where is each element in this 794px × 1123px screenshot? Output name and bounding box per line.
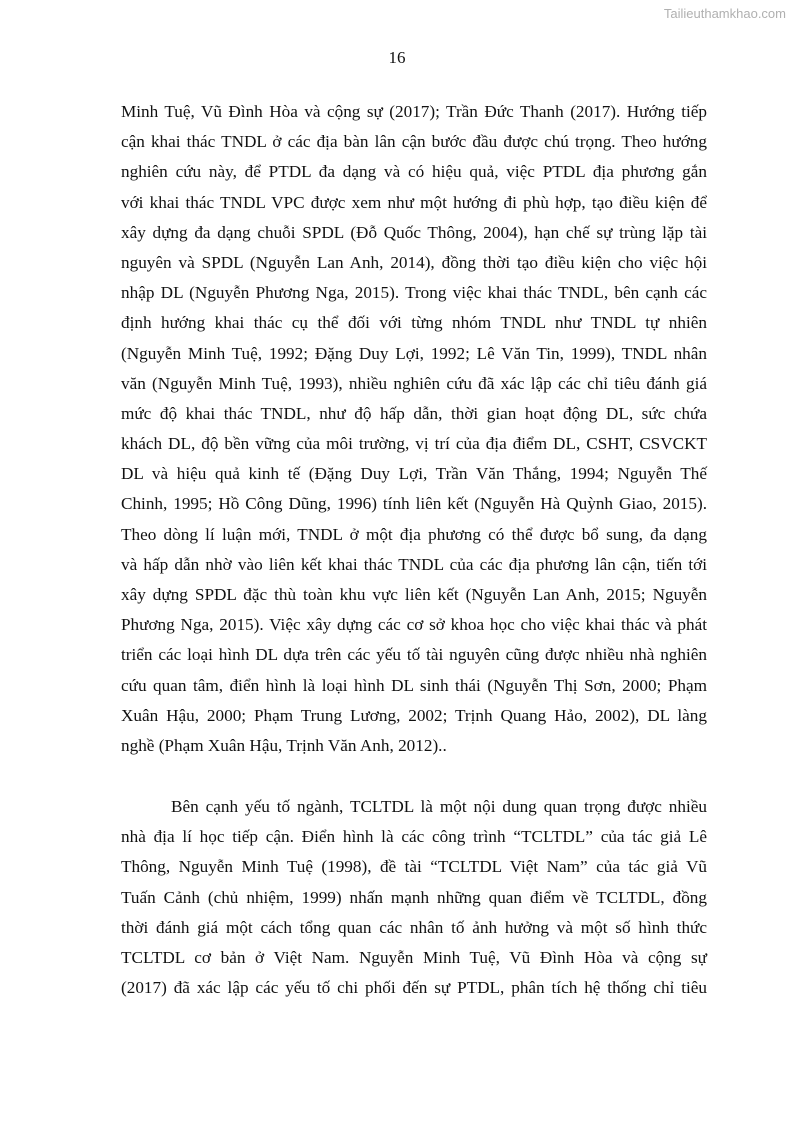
watermark: Tailieuthamkhao.com [663,6,786,21]
text-line: Minh Tuệ, Vũ Đình Hòa và cộng sự (2017); Trần Đức Thanh (2017). Hướng tiếp [121,102,707,121]
text-line: nghiên cứu này, để PTDL đa dạng và có hiệu quả, việc PTDL địa phương gắn [121,162,707,182]
text-line: Theo dòng lí luận mới, TNDL ở một địa phương có thể được bổ sung, đa dạng [121,524,707,544]
text-line: triển các loại hình DL dựa trên các yếu tố tài nguyên cũng được nhiều nhà nghiên [121,645,707,665]
text-line: với khai thác TNDL VPC được xem như một hướng đi phù hợp, tạo điều kiện để [121,192,707,212]
text-line: Phương Nga, 2015). Việc xây dựng các cơ sở khoa học cho việc khai thác và phát [121,615,707,635]
text-line: cứu quan tâm, điển hình là loại hình DL sinh thái (Nguyễn Thị Sơn, 2000; Phạm [121,675,707,695]
text-line: thời đánh giá một cách tổng quan các nhân tố ảnh hưởng và một số hình thức [121,917,707,937]
text-line: định hướng khai thác cụ thể đối với từng nhóm TNDL như TNDL tự nhiên [121,313,707,333]
text-line: Chinh, 1995; Hồ Công Dũng, 1996) tính liên kết (Nguyễn Hà Quỳnh Giao, 2015). [121,494,707,514]
text-line: văn (Nguyễn Minh Tuệ, 1993), nhiều nghiên cứu đã xác lập các chỉ tiêu đánh giá [121,373,707,393]
text-line: (2017) đã xác lập các yếu tố chi phối đến sự PTDL, phân tích hệ thống chỉ tiêu [121,978,707,998]
text-line: xây dựng đa dạng chuỗi SPDL (Đỗ Quốc Thông, 2004), hạn chế sự trùng lặp tài [121,222,707,242]
text-line: cận khai thác TNDL ở các địa bàn lân cận bước đầu được chú trọng. Theo hướng [121,132,707,152]
page-number: 16 [388,48,406,67]
text-line: DL và hiệu quả kinh tế (Đặng Duy Lợi, Trần Văn Thắng, 1994; Nguyễn Thế [121,464,707,484]
text-line: xây dựng SPDL đặc thù toàn khu vực liên kết (Nguyễn Lan Anh, 2015; Nguyễn [121,585,707,604]
text-line: Tuấn Cảnh (chủ nhiệm, 1999) nhấn mạnh những quan điểm về TCLTDL, đồng [121,887,707,907]
paragraph-1 [121,97,707,761]
text-line: (Nguyễn Minh Tuệ, 1992; Đặng Duy Lợi, 1992; Lê Văn Tin, 1999), TNDL nhân [121,343,707,363]
text-line: nghề (Phạm Xuân Hậu, Trịnh Văn Anh, 2012).. [121,735,447,755]
text-line: nguyên và SPDL (Nguyễn Lan Anh, 2014), đồng thời tạo điều kiện cho việc hội [121,252,707,272]
text-line: nhập DL (Nguyễn Phương Nga, 2015). Trong việc khai thác TNDL, bên cạnh các [121,283,707,303]
text-line: nhà địa lí học tiếp cận. Điển hình là các công trình “TCLTDL” của tác giả Lê [121,827,707,847]
text-line: mức độ khai thác TNDL, như độ hấp dẫn, thời gian hoạt động DL, sức chứa [121,403,707,423]
text-line: Thông, Nguyễn Minh Tuệ (1998), đề tài “TCLTDL Việt Nam” của tác giả Vũ [121,857,707,877]
paragraph-2 [121,792,707,1003]
text-line: và hấp dẫn nhờ vào liên kết khai thác TNDL của các địa phương lân cận, tiến tới [121,554,707,574]
text-line: Bên cạnh yếu tố ngành, TCLTDL là một nội dung quan trọng được nhiều [171,797,707,816]
text-line: Xuân Hậu, 2000; Phạm Trung Lương, 2002; Trịnh Quang Hảo, 2002), DL làng [121,705,707,725]
text-line: TCLTDL cơ bản ở Việt Nam. Nguyễn Minh Tuệ, Vũ Đình Hòa và cộng sự [121,947,707,967]
text-line: khách DL, độ bền vững của môi trường, vị trí của địa điểm DL, CSHT, CSVCKT [121,434,707,454]
